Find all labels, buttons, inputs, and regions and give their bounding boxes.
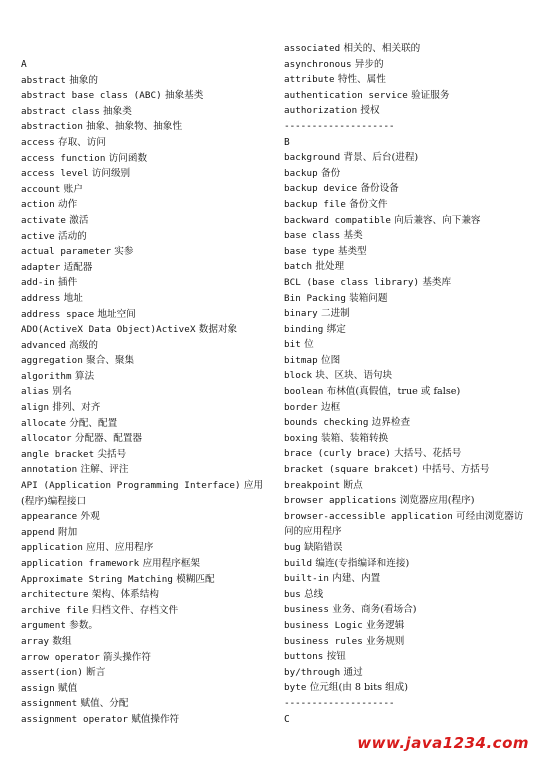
entry-translation: 绑定: [326, 323, 346, 335]
entry-translation: 总线: [304, 588, 324, 600]
entry-translation: 业务、商务(看场合): [332, 604, 417, 616]
glossary-entry: [284, 571, 528, 587]
entry-translation: 缺陷错误: [304, 542, 343, 553]
glossary-entry: [21, 119, 269, 135]
entry-term: base class: [284, 230, 341, 242]
entry-translation: 批处理: [315, 261, 345, 273]
entry-translation: 外观: [80, 511, 100, 523]
entry-term: backup file: [284, 198, 346, 210]
glossary-entry: [284, 337, 528, 353]
entry-translation: 装箱、装箱转换: [320, 432, 389, 444]
entry-term: architecture: [21, 589, 89, 601]
entry-term: activate: [21, 214, 67, 226]
glossary-entry: [21, 447, 269, 463]
entry-term: archive file: [21, 604, 89, 616]
glossary-entry: [284, 634, 528, 650]
section-separator: --------------------: [284, 697, 395, 709]
entry-term: appearance: [21, 511, 78, 523]
glossary-entry: [284, 103, 528, 119]
entry-translation: 备份设备: [360, 183, 399, 195]
entry-term: base type: [284, 245, 335, 257]
entry-term: batch: [284, 261, 313, 273]
glossary-entry: [284, 462, 528, 478]
glossary-entry: [21, 197, 269, 213]
entry-term: business rules: [284, 635, 363, 647]
entry-translation: 赋值操作符: [131, 713, 180, 725]
glossary-entry: [284, 275, 528, 291]
entry-translation: 地址空间: [97, 308, 136, 320]
entry-translation: 排列、对齐: [52, 402, 101, 414]
entry-term: authorization: [284, 105, 358, 117]
entry-translation: 位元组(由 8 bits 组成): [309, 682, 409, 694]
left-column: [21, 57, 269, 728]
entry-term: business Logic: [284, 619, 363, 631]
entry-translation: 中括号、方括号: [422, 464, 490, 476]
entry-term: alias: [21, 386, 50, 398]
entry-translation: 授权: [360, 105, 380, 117]
entry-term: bus: [284, 588, 301, 600]
glossary-entry: [21, 540, 269, 556]
glossary-entry: [21, 135, 269, 151]
entry-term: browser-accessible application: [284, 510, 453, 522]
glossary-entry: [21, 291, 269, 307]
glossary-entry: [284, 181, 528, 197]
entry-translation: 应用程序框架: [142, 558, 201, 569]
entry-term: access function: [21, 152, 106, 164]
entry-translation: 二进制: [320, 308, 350, 320]
glossary-entry: [21, 634, 269, 650]
entry-translation: 动作: [57, 199, 78, 211]
entry-translation: 参数。: [69, 620, 99, 632]
entry-term: abstraction: [21, 121, 83, 133]
glossary-entry: [21, 572, 269, 588]
entry-translation: 装箱问题: [349, 292, 388, 304]
entry-translation: 可经由浏览器访问的应用程序: [284, 510, 524, 538]
glossary-entry: [21, 618, 269, 634]
entry-term: backward compatible: [284, 214, 391, 226]
glossary-entry: [284, 353, 528, 369]
entry-term: border: [284, 401, 318, 413]
glossary-entry: [284, 259, 528, 275]
entry-list-b: [284, 150, 528, 696]
glossary-entry: [284, 57, 528, 73]
entry-term: Bin Packing: [284, 292, 346, 304]
entry-translation: 内建、内置: [332, 573, 381, 585]
entry-translation: 断言: [86, 667, 106, 679]
glossary-entry: [284, 384, 528, 400]
entry-translation: 应用(程序)编程接口: [21, 480, 263, 507]
entry-term: binding: [284, 323, 324, 335]
glossary-entry: [21, 400, 269, 416]
entry-term: bounds checking: [284, 417, 369, 429]
entry-translation: 基类: [343, 230, 363, 242]
entry-translation: 边框: [320, 401, 341, 413]
entry-translation: 应用、应用程序: [86, 542, 154, 554]
right-column: [284, 41, 528, 727]
entry-translation: 备份文件: [349, 198, 388, 210]
entry-translation: 尖括号: [97, 448, 127, 460]
glossary-entry: [21, 650, 269, 666]
entry-translation: 浏览器应用(程序): [399, 495, 475, 507]
entry-term: active: [21, 230, 55, 242]
entry-term: align: [21, 402, 50, 414]
entry-term: access: [21, 136, 55, 148]
glossary-entry: [284, 228, 528, 244]
glossary-entry: [284, 368, 528, 384]
entry-term: build: [284, 557, 313, 569]
entry-term: angle bracket: [21, 448, 95, 460]
glossary-entry: [21, 322, 269, 338]
entry-term: boxing: [284, 432, 318, 444]
glossary-entry: [284, 556, 528, 572]
glossary-entry: [21, 603, 269, 619]
entry-translation: 块、区块、语句块: [315, 370, 393, 382]
section-letter-c: C: [284, 713, 290, 725]
glossary-entry: [21, 478, 269, 509]
entry-term: block: [284, 370, 313, 382]
glossary-entry: [21, 712, 269, 728]
glossary-entry: [284, 618, 528, 634]
glossary-entry: [21, 104, 269, 120]
entry-translation: 适配器: [63, 261, 93, 273]
entry-translation: 赋值: [57, 682, 78, 694]
entry-translation: 背景、后台(进程): [343, 152, 419, 164]
entry-translation: 抽象、抽象物、抽象性: [86, 121, 183, 133]
entry-translation: 箭头操作符: [103, 651, 151, 663]
entry-list-a-continued: [284, 41, 528, 119]
glossary-entry: [21, 182, 269, 198]
glossary-entry: [284, 400, 528, 416]
entry-term: allocator: [21, 433, 72, 445]
entry-translation: 抽象基类: [164, 90, 204, 102]
glossary-entry: [21, 462, 269, 478]
entry-translation: 布林值(真假值，true 或 false): [326, 386, 461, 398]
glossary-entry: [21, 307, 269, 323]
entry-term: BCL (base class library): [284, 276, 420, 288]
glossary-entry: [21, 166, 269, 182]
entry-translation: 激活: [69, 214, 89, 226]
entry-term: backup device: [284, 183, 358, 195]
section-letter-a: A: [21, 59, 27, 70]
entry-term: built-in: [284, 573, 330, 585]
entry-term: allocate: [21, 417, 67, 429]
glossary-entry: [284, 602, 528, 618]
entry-term: access level: [21, 168, 89, 180]
glossary-entry: [284, 665, 528, 681]
entry-translation: 算法: [74, 370, 95, 382]
watermark-text: www.java1234.com: [357, 734, 529, 752]
entry-translation: 异步的: [354, 58, 384, 70]
entry-term: algorithm: [21, 370, 72, 382]
entry-term: authentication service: [284, 89, 408, 101]
entry-term: ADO(ActiveX Data Object)ActiveX: [21, 324, 196, 336]
glossary-entry: [284, 291, 528, 307]
entry-translation: 按钮: [326, 651, 346, 663]
glossary-entry: [21, 587, 269, 603]
entry-translation: 验证服务: [411, 89, 450, 101]
entry-translation: 赋值、分配: [80, 698, 129, 710]
entry-term: Approximate String Matching: [21, 573, 174, 585]
entry-list-a: [21, 73, 269, 728]
entry-term: boolean: [284, 386, 324, 398]
entry-translation: 分配、配置: [69, 417, 118, 429]
glossary-entry: [21, 88, 269, 104]
entry-term: application framework: [21, 558, 140, 569]
glossary-entry: [284, 493, 528, 509]
entry-term: bitmap: [284, 354, 318, 366]
entry-term: abstract base class (ABC): [21, 90, 162, 102]
entry-term: arrow operator: [21, 651, 100, 663]
glossary-entry: [21, 384, 269, 400]
entry-term: bit: [284, 339, 301, 351]
glossary-entry: [284, 88, 528, 104]
glossary-entry: [21, 338, 269, 354]
glossary-entry: [284, 587, 528, 603]
glossary-entry: [21, 681, 269, 697]
glossary-entry: [284, 150, 528, 166]
entry-translation: 抽象的: [69, 74, 99, 86]
entry-term: bracket (square brakcet): [284, 464, 420, 476]
entry-term: by/through: [284, 666, 341, 678]
entry-term: byte: [284, 682, 307, 694]
glossary-entry: [284, 213, 528, 229]
glossary-entry: [284, 166, 528, 182]
entry-term: brace (curly brace): [284, 448, 391, 460]
entry-translation: 位: [304, 339, 314, 351]
entry-term: binary: [284, 308, 318, 320]
glossary-entry: [284, 509, 528, 540]
entry-term: assignment: [21, 698, 78, 710]
entry-term: asynchronous: [284, 58, 352, 70]
entry-translation: 注解、评注: [80, 464, 129, 476]
entry-term: application: [21, 542, 83, 554]
entry-translation: 高级的: [69, 339, 99, 351]
entry-term: account: [21, 183, 61, 195]
glossary-entry: [21, 229, 269, 245]
glossary-entry: [21, 73, 269, 89]
glossary-entry: [284, 446, 528, 462]
entry-term: advanced: [21, 339, 67, 351]
entry-translation: 分配器、配置器: [74, 433, 143, 445]
entry-term: abstract: [21, 74, 67, 86]
glossary-entry: [284, 431, 528, 447]
entry-translation: 地址: [63, 292, 83, 304]
entry-translation: 插件: [57, 277, 78, 289]
entry-translation: 备份: [320, 167, 341, 179]
glossary-entry: [21, 696, 269, 712]
entry-term: assign: [21, 682, 55, 694]
glossary-entry: [284, 649, 528, 665]
entry-term: assignment operator: [21, 713, 128, 725]
entry-term: attribute: [284, 74, 335, 86]
glossary-entry: [21, 213, 269, 229]
glossary-entry: [284, 197, 528, 213]
entry-term: abstract class: [21, 105, 100, 117]
entry-translation: 特性、属性: [337, 74, 386, 86]
entry-translation: 抽象类: [103, 105, 132, 117]
glossary-entry: [21, 416, 269, 432]
entry-term: actual parameter: [21, 246, 112, 258]
entry-translation: 架构、体系结构: [91, 589, 159, 601]
entry-term: API (Application Programming Interface): [21, 480, 241, 492]
entry-translation: 基类型: [337, 245, 367, 257]
entry-translation: 模糊匹配: [176, 573, 215, 585]
glossary-entry: [284, 322, 528, 338]
glossary-entry: [284, 244, 528, 260]
entry-term: buttons: [284, 651, 324, 663]
entry-term: business: [284, 604, 330, 616]
glossary-entry: [284, 680, 528, 696]
entry-term: bug: [284, 542, 301, 553]
glossary-entry: [21, 260, 269, 276]
glossary-entry: [284, 478, 528, 494]
entry-term: assert(ion): [21, 667, 83, 679]
section-separator: --------------------: [284, 120, 395, 132]
entry-term: annotation: [21, 464, 78, 476]
entry-translation: 存取、访问: [57, 136, 106, 148]
glossary-entry: [21, 556, 269, 572]
entry-translation: 聚合、聚集: [86, 355, 135, 367]
entry-translation: 归档文件、存档文件: [91, 604, 179, 616]
entry-translation: 访问函数: [108, 152, 148, 164]
entry-term: backup: [284, 167, 318, 179]
entry-term: argument: [21, 620, 67, 632]
entry-translation: 业务规则: [366, 635, 405, 647]
entry-term: append: [21, 526, 55, 538]
entry-translation: 数组: [52, 635, 72, 647]
entry-translation: 向后兼容、向下兼容: [394, 214, 481, 226]
entry-term: add-in: [21, 277, 55, 289]
entry-translation: 相关的、相关联的: [343, 43, 421, 54]
glossary-entry: [284, 540, 528, 556]
glossary-entry: [21, 525, 269, 541]
glossary-entry: [284, 41, 528, 57]
entry-translation: 附加: [57, 526, 78, 538]
entry-translation: 基类库: [422, 276, 452, 288]
entry-translation: 别名: [52, 386, 72, 398]
glossary-entry: [21, 509, 269, 525]
glossary-entry: [21, 369, 269, 385]
entry-term: address: [21, 292, 61, 304]
glossary-entry: [21, 244, 269, 260]
glossary-entry: [21, 665, 269, 681]
entry-translation: 通过: [343, 666, 363, 678]
entry-translation: 业务逻辑: [366, 619, 405, 631]
entry-term: background: [284, 152, 341, 164]
glossary-entry: [21, 151, 269, 167]
entry-term: array: [21, 635, 50, 647]
entry-translation: 断点: [343, 479, 363, 491]
entry-term: associated: [284, 43, 341, 54]
glossary-entry: [21, 353, 269, 369]
entry-translation: 数据对象: [198, 324, 238, 336]
entry-translation: 大括号、花括号: [394, 448, 462, 460]
entry-translation: 位图: [320, 354, 341, 366]
entry-translation: 边界检查: [371, 417, 411, 429]
entry-translation: 活动的: [57, 230, 87, 242]
entry-translation: 账户: [63, 183, 83, 195]
entry-term: adapter: [21, 261, 61, 273]
entry-term: breakpoint: [284, 479, 341, 491]
glossary-entry: [21, 275, 269, 291]
glossary-entry: [284, 415, 528, 431]
entry-translation: 访问级别: [91, 168, 131, 180]
section-letter-b: B: [284, 136, 290, 148]
entry-term: aggregation: [21, 355, 83, 367]
glossary-entry: [284, 72, 528, 88]
glossary-entry: [284, 306, 528, 322]
entry-translation: 实参: [114, 246, 134, 258]
entry-term: browser applications: [284, 495, 397, 507]
entry-term: address space: [21, 308, 95, 320]
glossary-entry: [21, 431, 269, 447]
entry-translation: 编连(专指编译和连接): [315, 557, 410, 569]
entry-term: action: [21, 199, 55, 211]
